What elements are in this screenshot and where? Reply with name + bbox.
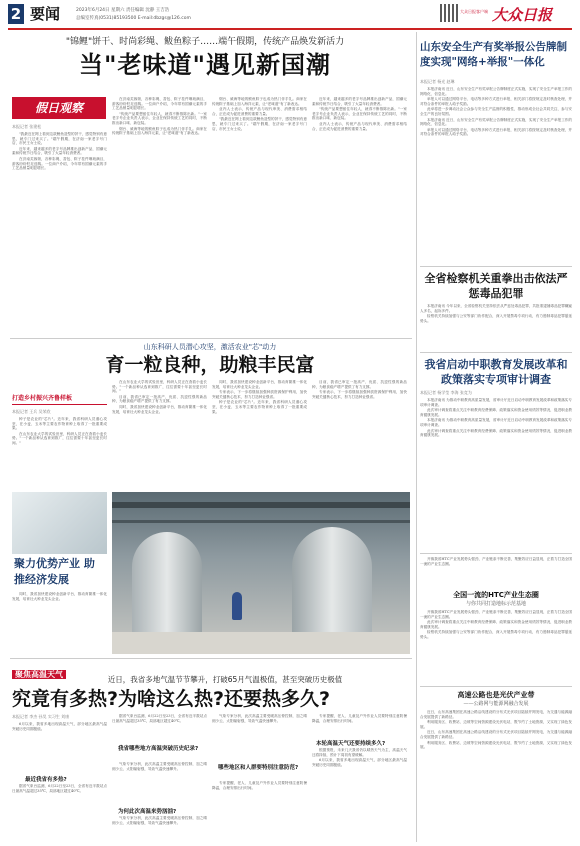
paragraph: 目前，我省已审定一批高产、优质、抗逆性强的新品种，为粮食稳产增产提供了有力支撑。 [312, 380, 407, 389]
paragraph: 目前，我省已审定一批高产、优质、抗逆性强的新品种，为粮食稳产增产提供了有力支撑。 [112, 394, 207, 404]
right-s2-headline: 全省检察机关重拳出击依法严惩毒品犯罪 [424, 272, 568, 300]
section-title: 要闻 [30, 5, 61, 23]
qr-caption: 大众日报客户端 [460, 9, 488, 14]
paragraph: "我最近在网上看到这款鲤鱼造型的饼干，感觉特别有意思，就专门过来买了。"端午假期，在济南一家老字号门店，市民王女士说。 [12, 132, 107, 146]
story3-col2b [112, 762, 207, 804]
industry-caption: 聚力优势产业 助推经济发展 [14, 557, 95, 586]
story3-col3 [212, 714, 307, 762]
story2-kicker: 山东科研人员潜心攻坚，激活农业"芯"动力 [143, 343, 277, 351]
paragraph: 近日，山东高速集团在高速公路沿线建设的分布式光伏项目陆续并网发电，为交通与能源融合发展提供了新路径。 [420, 730, 572, 739]
paragraph: "传统产品要想留住年轻人，就得不断推陈出新。"一家老字号企业负责人表示，企业在保持传统工艺的同时，不断推出新口味、新包装。 [112, 111, 207, 125]
q4-heading: 哪些地区和人群要特别注意防范? [218, 765, 299, 771]
lead-headline: 当"老味道"遇见新国潮 [78, 51, 331, 79]
story2-col1 [12, 417, 107, 487]
story2-byline: 本报记者 王兵 吴荣欣 [12, 409, 51, 414]
paragraph: 烟台、威海等地的鲅鱼粽子也成为热门伴手礼。商家在传统粽子基础上加入海洋元素，让"老味道"有了新表达。 [212, 97, 307, 106]
photo-tank [292, 527, 372, 647]
masthead-rule [8, 28, 572, 30]
right-s1-byline: 本报记者 杨光 赵琳 [420, 79, 455, 84]
paragraph: 同时，我省加快建设种业创新平台，推动育繁推一体化发展，培育壮大种业龙头企业。 [12, 592, 107, 601]
story3-col1b [12, 784, 107, 842]
paragraph: 在山东农业大学的试验田里，科研人员正在查看小麦长势。"一个新品种从选育到推广，往往需要十年甚至更长时间。" [12, 431, 107, 445]
paragraph: 此举将进一步调动社会公众参与安全生产监督的积极性，推动形成全社会共同关注、参与安全生产的良好氛围。 [420, 107, 572, 116]
paragraph: 开赛我省HTC产业发展势头强劲，产业链条不断完善，集聚效应日益显现，正着力打造全国一流的产业生态圈。 [420, 557, 572, 566]
divider [420, 266, 572, 267]
page-number: 2 [10, 5, 22, 23]
paragraph: 烟台、威海等地的鲅鱼粽子也成为热门伴手礼。商家在传统粽子基础上加入海洋元素，让"老味道"有了新表达。 [112, 126, 207, 136]
right-s5-body [420, 710, 572, 842]
story2-headline: 育一粒良种，助粮丰民富 [105, 354, 315, 376]
phone-line: 总编室传真(0531)85193500 E-mail:dbzgs@126.com [76, 16, 191, 21]
story3-col4b [312, 748, 407, 842]
rural-badge-label: 打造乡村振兴齐鲁样板 [12, 395, 73, 402]
lead-kicker: "锦鲤"饼干、时尚彩绳、鲅鱼粽子……端午假期，传统产品焕发新活力 [65, 37, 345, 47]
q1-heading: 最近我省有多热? [25, 777, 67, 783]
paragraph: "我最近在网上看到这款鲤鱼造型的饼干，感觉特别有意思，就专门过来买了。"端午假期，在济南一家老字号门店，市民王女士说。 [212, 117, 307, 131]
photo-floor [112, 632, 410, 654]
paragraph: 专家表示，下一步将继续加强种质资源保护利用，加快突破关键核心技术，努力打造种业强省。 [212, 390, 307, 399]
paragraph: 业内人士表示，传统产品与现代审美、消费需求相结合，正在成为促进消费的重要力量。 [312, 121, 407, 131]
lead-body-col1 [12, 132, 107, 330]
page-number-box [8, 4, 24, 24]
story2-col4 [312, 380, 407, 490]
right-s4-subhead: 与你共同打造地标示范基地 [465, 601, 526, 607]
paragraph: 本报济南讯 今年以来，全省检察机关坚持依法从严惩处毒品犯罪，共批准逮捕毒品犯罪嫌疑人多名，起诉多件。 [420, 304, 572, 313]
paragraph: 本报济南讯 近日，山东安全生产有奖举报公告牌制度正式实施，实现了安全生产举报工作的网络化、信息化。 [420, 117, 572, 127]
paragraph: 专家表示，下一步将继续加强种质资源保护利用，加快突破关键核心技术，努力打造种业强省。 [312, 390, 407, 399]
paragraph: 在山东农业大学的试验田里，科研人员正在查看小麦长势。"一个新品种从选育到推广，往往需要十年甚至更长时间。" [112, 380, 207, 394]
paragraph: 根据预报，未来几天我省仍以晴热天气为主，高温天气还将持续，预计下周初有望缓解。 [312, 748, 407, 757]
paragraph: 同时，我省加快建设种业创新平台，推动育繁推一体化发展，培育壮大种业龙头企业。 [112, 404, 207, 414]
paragraph: 种子是农业的"芯片"。近年来，我省科研人员潜心攻坚，在小麦、玉米等主要农作物育种上取得了一批重要成果。 [212, 400, 307, 414]
paragraph: 同时，我省加快建设种业创新平台，推动育繁推一体化发展，培育壮大种业龙头企业。 [212, 380, 307, 389]
right-s4-lead [420, 557, 572, 587]
lead-body-col3 [212, 97, 307, 330]
rural-badge [12, 393, 107, 405]
story2-col3 [212, 380, 307, 490]
industry-caption-body [12, 592, 107, 654]
q3-heading: 为何此次高温来势汹汹? [118, 809, 177, 815]
right-s4-body [420, 610, 572, 684]
right-s3-byline: 本报记者 杨学莹 李海 张竞为 [420, 390, 472, 395]
right-s4-headline: 全国一流的HTC产业生态圈 [453, 591, 539, 599]
story2-col2 [112, 380, 207, 490]
paragraph: 近年来，越来越多的老字号品牌推出创新产品，国潮元素和传统节日结合，吸引了大量年轻消费者。 [312, 97, 407, 106]
paragraph: 据省气象台监测，6月22日至23日，全省有近半数站点日最高气温超过35℃，局部地区超过40℃。 [112, 714, 207, 723]
paragraph: 气象专家分析，此次高温主要受暖高压脊控制，加之晴朗少云、太阳辐射强，导致气温快速攀升。 [212, 714, 307, 723]
right-s1-headline: 山东安全生产有奖举报公告牌制度实现"网络+举报"一体化 [420, 41, 567, 68]
paper-name: 大众日报 [492, 6, 553, 24]
paragraph: 在济南芙蓉街，各种彩绳、香包、粽子挂件琳琅满目，游客纷纷驻足选购。一位商户介绍，今年带有国潮元素的手工艺品销量明显增长。 [12, 156, 107, 171]
photo-tank [132, 532, 202, 642]
right-s2-body [420, 304, 572, 350]
paragraph: 此次审计调查将重点关注中职教育经费保障、政策落实和资金使用绩效等情况，促进职业教育健康发展。 [420, 428, 572, 438]
paragraph: 6月以来，我省多地出现高温天气，部分地区最高气温突破历史同期极值。 [12, 722, 107, 731]
story3-kicker: 近日，我省多地气温节节攀升，打破65月气温极值，甚至突破历史极值 [107, 675, 343, 684]
right-s5-headline: 高速公路也是光伏产业带 [457, 691, 535, 699]
story3-col1 [12, 722, 107, 772]
right-column-divider [416, 32, 417, 842]
paragraph: 近年来，越来越多的老字号品牌推出创新产品，国潮元素和传统节日结合，吸引了大量年轻消费者。 [12, 146, 107, 156]
right-s3-body [420, 398, 572, 550]
divider [420, 352, 572, 353]
story3-col3b [212, 781, 307, 842]
right-s3-headline: 我省启动中职教育发展改革和政策落实专项审计调查 [424, 358, 568, 386]
divider [10, 658, 412, 659]
right-s5-subhead: ——公路网与能源网融合发展 [463, 701, 529, 707]
lead-body-col2 [112, 97, 207, 330]
photo-worker [232, 592, 242, 620]
paragraph: 种子是农业的"芯片"。近年来，我省科研人员潜心攻坚，在小麦、玉米等主要农作物育种上取得了一批重要成果。 [12, 417, 107, 431]
paragraph: 此次审计调查将重点关注中职教育经费保障、政策落实和资金使用绩效等情况，促进职业教育健康发展。 [420, 620, 572, 629]
paragraph: 气象专家分析，此次高温主要受暖高压脊控制，加之晴朗少云、太阳辐射强，导致气温快速攀升。 [112, 762, 207, 771]
q2-heading: 我省哪些地方高温突破历史纪录? [118, 746, 199, 752]
paragraph: 举报人可以通过网络平台、电话等多种方式进行举报，相关部门将按规定及时核查处理，并对符合条件的举报人给予奖励。 [420, 97, 572, 106]
paragraph: 此次审计调查将重点关注中职教育经费保障、政策落实和资金使用绩效等情况，促进职业教育健康发展。 [420, 408, 572, 417]
paragraph: 检察机关持续加强与公安等部门协作配合，深入开展禁毒专项行动，有力遏制毒品犯罪蔓延势头。 [420, 630, 572, 639]
heat-badge-label: 聚焦高温天气 [12, 670, 66, 679]
paragraph: 本报济南讯 近日，山东安全生产有奖举报公告牌制度正式实施，实现了安全生产举报工作的网络化、信息化。 [420, 87, 572, 96]
story3-col4 [312, 714, 407, 736]
photo-girder [112, 502, 410, 508]
holiday-badge [12, 97, 106, 119]
photo-side-image [12, 492, 107, 554]
divider [420, 553, 572, 554]
lead-body-col4 [312, 97, 407, 330]
paragraph: "传统产品要想留住年轻人，就得不断推陈出新。"一家老字号企业负责人表示，企业在保持传统工艺的同时，不断推出新口味、新包装。 [312, 107, 407, 121]
divider [10, 338, 412, 339]
paragraph: 在济南芙蓉街，各种彩绳、香包、粽子挂件琳琅满目，游客纷纷驻足选购。一位商户介绍，今年带有国潮元素的手工艺品销量明显增长。 [112, 97, 207, 111]
paragraph: 气象专家分析，此次高温主要受暖高压脊控制，加之晴朗少云、太阳辐射强，导致气温快速攀升。 [112, 816, 207, 825]
divider [420, 686, 572, 687]
story3-col2c [112, 816, 207, 842]
paragraph: 据省气象台监测，6月22日至23日，全省有近半数站点日最高气温超过35℃，局部地区超过40℃。 [12, 784, 107, 793]
paragraph: 近日，山东高速集团在高速公路沿线建设的分布式光伏项目陆续并网发电，为交通与能源融合发展提供了新路径。 [420, 710, 572, 719]
paragraph: 开赛我省HTC产业发展势头强劲，产业链条不断完善，集聚效应日益显现，正着力打造全国一流的产业生态圈。 [420, 610, 572, 619]
badge-label: 假日观察 [34, 101, 83, 115]
paragraph: 6月以来，我省多地出现高温天气，部分地区最高气温突破历史同期极值。 [312, 758, 407, 767]
paragraph: 利用服务区、收费站、边坡等空间资源建设光伏电站，既节约了土地资源，又实现了绿色发展。 [420, 720, 572, 729]
story3-byline: 本报记者 李杰 孙昊 实习生 刘康 [12, 714, 70, 719]
paragraph: 举报人可以通过网络平台、电话等多种方式进行举报，相关部门将按规定及时核查处理，并对符合条件的举报人给予奖励。 [420, 127, 572, 137]
q5-heading: 本轮高温天气还要持续多久? [316, 741, 386, 747]
story3-headline: 究竟有多热?为啥这么热?还要热多久? [12, 688, 331, 710]
photo-girder [112, 520, 410, 523]
factory-photo [112, 492, 410, 654]
paragraph: 本报济南讯 为推动中职教育高质量发展，省审计厅近日启动中职教育发展改革和政策落实专项审计调查。 [420, 398, 572, 407]
paragraph: 专家提醒，老人、儿童及户外作业人员要特别注意防暑降温，合理安排出行时间。 [212, 781, 307, 790]
paragraph: 检察机关持续加强与公安等部门协作配合，深入开展禁毒专项行动，有力遏制毒品犯罪蔓延势头。 [420, 314, 572, 323]
date-line: 2023年6月24日 星期六 责任编辑 沈静 王吉浩 [76, 8, 170, 13]
qr-code [440, 4, 458, 22]
paragraph: 利用服务区、收费站、边坡等空间资源建设光伏电站，既节约了土地资源，又实现了绿色发展。 [420, 740, 572, 750]
paragraph: 业内人士表示，传统产品与现代审美、消费需求相结合，正在成为促进消费的重要力量。 [212, 107, 307, 116]
right-s1-body [420, 87, 572, 263]
story3-col2 [112, 714, 207, 744]
lead-byline: 本报记者 张建松 [12, 124, 42, 129]
paragraph: 专家提醒，老人、儿童及户外作业人员要特别注意防暑降温，合理安排出行时间。 [312, 714, 407, 723]
paragraph: 本报济南讯 为推动中职教育高质量发展，省审计厅近日启动中职教育发展改革和政策落实专项审计调查。 [420, 418, 572, 427]
